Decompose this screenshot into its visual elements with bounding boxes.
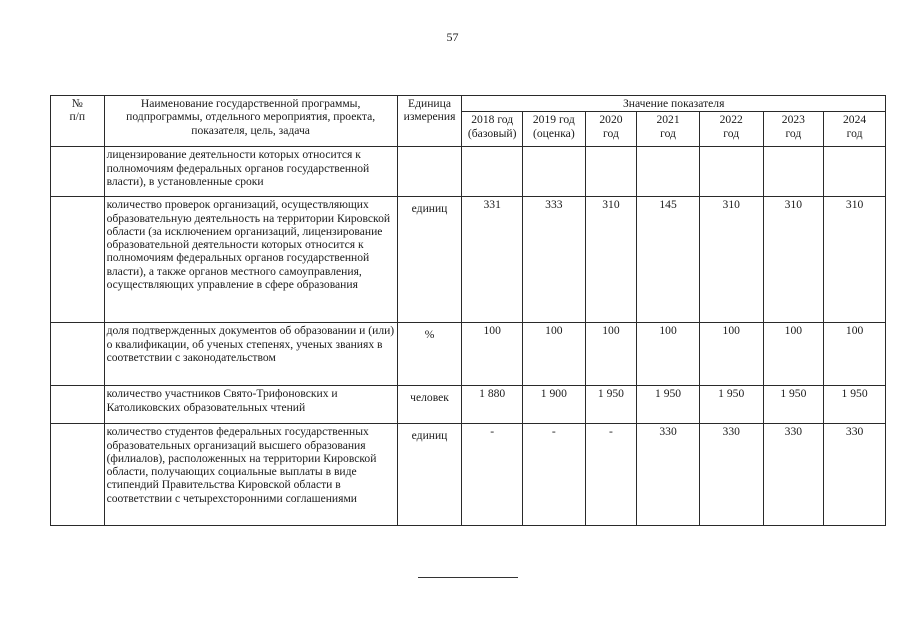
table-row (51, 323, 886, 386)
row-value: 330 (699, 424, 763, 526)
row-name: количество проверок организаций, осуществляющих образовательную деятельность на территории Кировской области (за исключением организаций, лицензирование образовательной деятельности которых относится к полномочиям федеральных органов государственной власти), а также органов местного самоуправления, осуществляющих управление в сфере образования (104, 197, 397, 323)
row-value (462, 147, 523, 197)
row-value (637, 147, 700, 197)
header-name: Наименование государственной программы, подпрограммы, отдельного мероприятия, проекта, показателя, цель, задача (104, 96, 397, 147)
row-value (824, 147, 886, 197)
row-name: лицензирование деятельности которых относится к полномочиям федеральных органов государственной власти), в установленные сроки (104, 147, 397, 197)
header-unit: Единица измерения (397, 96, 462, 147)
footer-separator-line (418, 577, 518, 578)
row-num (51, 147, 105, 197)
row-unit: единиц (397, 197, 462, 323)
row-value (585, 147, 637, 197)
table-row (51, 424, 886, 526)
row-value: 330 (824, 424, 886, 526)
row-value: 310 (763, 197, 824, 323)
header-year: 2022 год (699, 112, 763, 147)
row-num (51, 424, 105, 526)
header-year: 2020 год (585, 112, 637, 147)
row-name: доля подтвержденных документов об образовании и (или) о квалификации, об ученых степенях, ученых званиях в соответствии с законодательством (104, 323, 397, 386)
row-value: - (462, 424, 523, 526)
row-value: 1 880 (462, 386, 523, 424)
row-name: количество участников Свято-Трифоновских и Католиковских образовательных чтений (104, 386, 397, 424)
header-year: 2024 год (824, 112, 886, 147)
row-num (51, 323, 105, 386)
row-unit: человек (397, 386, 462, 424)
row-unit: % (397, 323, 462, 386)
row-value: 100 (763, 323, 824, 386)
row-value: 330 (763, 424, 824, 526)
row-value (523, 147, 586, 197)
table-row (51, 147, 886, 197)
row-value (763, 147, 824, 197)
table-header-row (51, 96, 886, 112)
row-num (51, 197, 105, 323)
header-year: 2023 год (763, 112, 824, 147)
row-value: 331 (462, 197, 523, 323)
table-row (51, 386, 886, 424)
header-values-group: Значение показателя (462, 96, 886, 112)
row-value: 1 950 (699, 386, 763, 424)
row-value: 333 (523, 197, 586, 323)
header-year: 2018 год (базовый) (462, 112, 523, 147)
row-value: 310 (824, 197, 886, 323)
row-unit (397, 147, 462, 197)
table-row (51, 197, 886, 323)
row-value: 1 950 (824, 386, 886, 424)
row-value: 100 (462, 323, 523, 386)
row-value: - (585, 424, 637, 526)
row-value: 100 (585, 323, 637, 386)
header-year: 2019 год (оценка) (523, 112, 586, 147)
row-value: 330 (637, 424, 700, 526)
row-value: 100 (824, 323, 886, 386)
row-value: - (523, 424, 586, 526)
row-value: 1 950 (585, 386, 637, 424)
row-value: 310 (585, 197, 637, 323)
row-value: 100 (637, 323, 700, 386)
header-num: № п/п (51, 96, 105, 147)
row-value: 100 (699, 323, 763, 386)
header-year: 2021 год (637, 112, 700, 147)
row-name: количество студентов федеральных государственных образовательных организаций высшего образования (филиалов), расположенных на территории Кировской области, получающих социальные выплаты в виде стипендий Правительства Кировской области в соответствии с четырехсторонними соглашениями (104, 424, 397, 526)
row-value: 1 950 (763, 386, 824, 424)
row-value: 145 (637, 197, 700, 323)
indicators-table (50, 95, 886, 526)
row-unit: единиц (397, 424, 462, 526)
row-num (51, 386, 105, 424)
row-value: 100 (523, 323, 586, 386)
row-value: 310 (699, 197, 763, 323)
row-value: 1 950 (637, 386, 700, 424)
row-value (699, 147, 763, 197)
page-number: 57 (446, 30, 459, 44)
row-value: 1 900 (523, 386, 586, 424)
